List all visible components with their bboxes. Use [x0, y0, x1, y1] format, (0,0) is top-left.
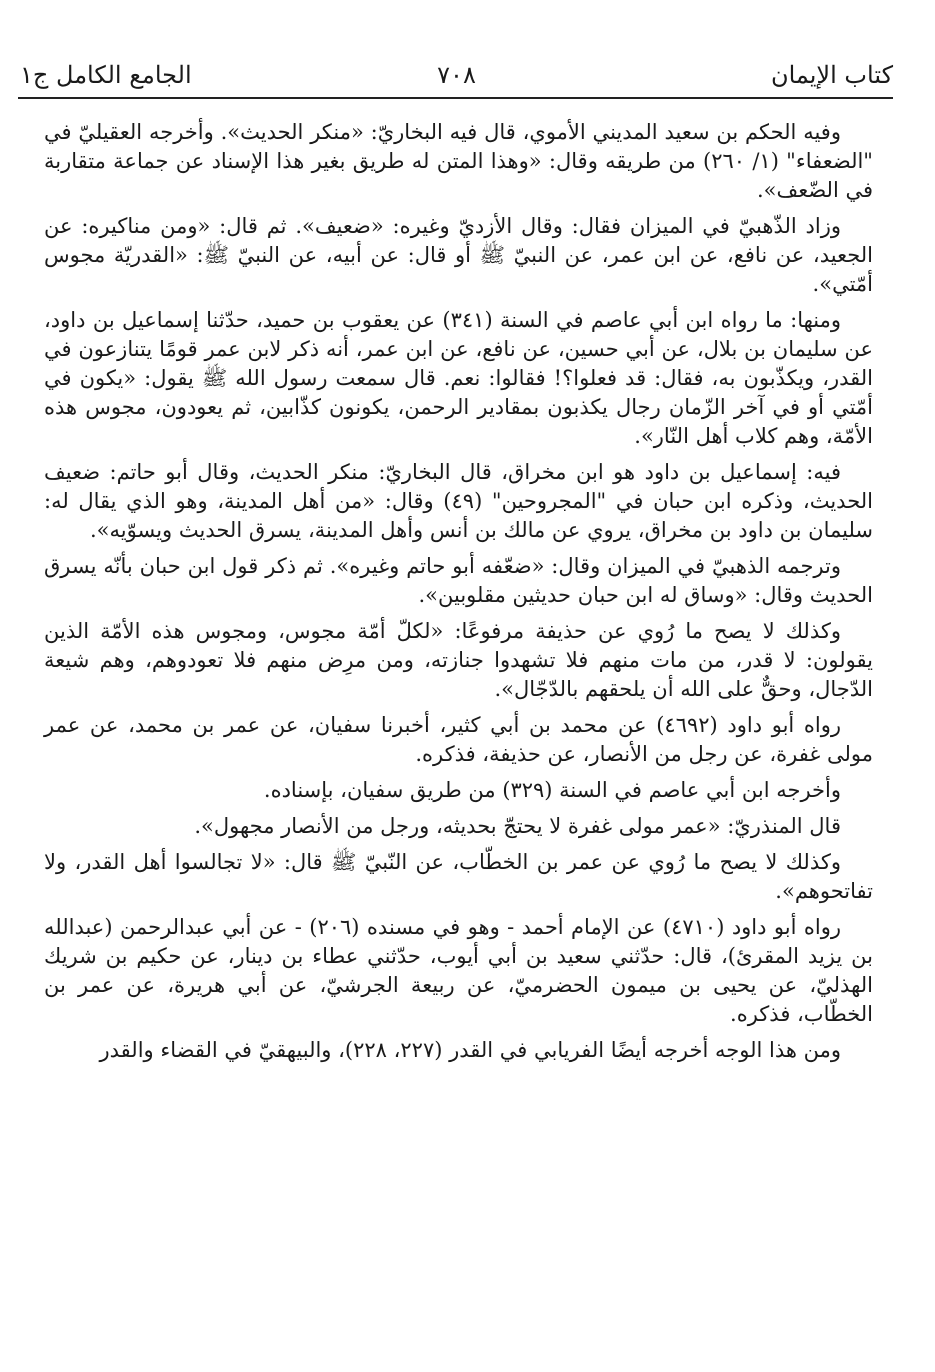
paragraph-4: فيه: إسماعيل بن داود هو ابن مخراق، قال البخاريّ: منكر الحديث، وقال أبو حاتم: ضعيف الحديث، وذكره ابن حبان في "المجروحين" (٤٩) وقال: «من أهل المدينة، وهو الذي يقال له: سليمان بن داود بن مخراق، يروي عن مالك بن أنس وأهل المدينة، يسرق الحديث ويسوّيه».: [44, 460, 873, 542]
paragraph-11: رواه أبو داود (٤٧١٠) عن الإمام أحمد - وهو في مسنده (٢٠٦) - عن أبي عبدالرحمن (عبدالله بن يزيد المقرئ)، قال: حدّثني سعيد بن أبي أيوب، حدّثني عطاء بن دينار، عن حكيم بن شريك الهذليّ، عن يحيى بن ميمون الحضرميّ، عن ربيعة الجرشيّ، عن أبي هريرة، عن عمر بن الخطّاب، فذكره.: [44, 915, 873, 1026]
paragraph-8: وأخرجه ابن أبي عاصم في السنة (٣٢٩) من طريق سفيان، بإسناده.: [263, 778, 841, 802]
main-text: [44, 118, 873, 1065]
running-header: [20, 60, 893, 96]
paragraph-9: قال المنذريّ: «عمر مولى غفرة لا يحتجّ بحديثه، ورجل من الأنصار مجهول».: [194, 814, 841, 838]
paragraph-7: رواه أبو داود (٤٦٩٢) عن محمد بن أبي كثير، أخبرنا سفيان، عن عمر بن محمد، عن عمر مولى غفرة، عن رجل من الأنصار، عن حذيفة، فذكره.: [44, 713, 873, 766]
page-number: ٧٠٨: [437, 61, 476, 89]
paragraph-6: وكذلك لا يصح ما رُوي عن حذيفة مرفوعًا: «لكلّ أمّة مجوس، ومجوس هذه الأمّة الذين يقولون: لا قدر، من مات منهم فلا تشهدوا جنازته، ومن مرِض منهم فلا تعودوهم، وهم شيعة الدّجال، وحقٌّ على الله أن يلحقهم بالدّجّال».: [44, 619, 873, 701]
paragraph-1: وفيه الحكم بن سعيد المديني الأموي، قال فيه البخاريّ: «منكر الحديث». وأخرجه العقيليّ في "الضعفاء" (١/ ٢٦٠) من طريقه وقال: «وهذا المتن له طريق بغير هذا الإسناد عن جماعة متقاربة في الضّعف».: [44, 120, 873, 202]
paragraph-3: ومنها: ما رواه ابن أبي عاصم في السنة (٣٤١) عن يعقوب بن حميد، حدّثنا إسماعيل بن داود، عن سليمان بن بلال، عن أبي حسين، عن نافع، عن ابن عمر، أنه ذكر لابن عمر قومًا يتنازعون في القدر، ويكذّبون به، فقال: قد فعلوا؟! فقالوا: نعم. قال سمعت رسول الله ﷺ يقول: «يكون في أمّتي أو في آخر الزّمان رجال يكذبون بمقادير الرحمن، يكونون كذّابين، ثم يعودون، مجوس هذه الأمّة، وهم كلاب أهل النّار».: [44, 308, 873, 448]
header-divider: [18, 97, 893, 99]
paragraph-12: ومن هذا الوجه أخرجه أيضًا الفريابي في القدر (٢٢٧، ٢٢٨)، والبيهقيّ في القضاء والقدر: [99, 1038, 841, 1062]
paragraph-5: وترجمه الذهبيّ في الميزان وقال: «ضعّفه أبو حاتم وغيره». ثم ذكر قول ابن حبان بأنّه يسرق الحديث وقال: «وساق له ابن حبان حديثين مقلوبين».: [44, 554, 873, 607]
book-title: الجامع الكامل ج١: [20, 61, 192, 89]
chapter-title: كتاب الإيمان: [770, 61, 893, 89]
paragraph-10: وكذلك لا يصح ما رُوي عن عمر بن الخطّاب، عن النّبيّ ﷺ قال: «لا تجالسوا أهل القدر، ولا تفاتحوهم».: [44, 850, 873, 903]
paragraph-2: وزاد الذّهبيّ في الميزان فقال: وقال الأزديّ وغيره: «ضعيف». ثم قال: «ومن مناكيره: عن الجعيد، عن نافع، عن ابن عمر، عن النبيّ ﷺ أو قال: عن أبيه، عن النبيّ ﷺ: «القدريّة مجوس أمّتي».: [44, 214, 873, 296]
